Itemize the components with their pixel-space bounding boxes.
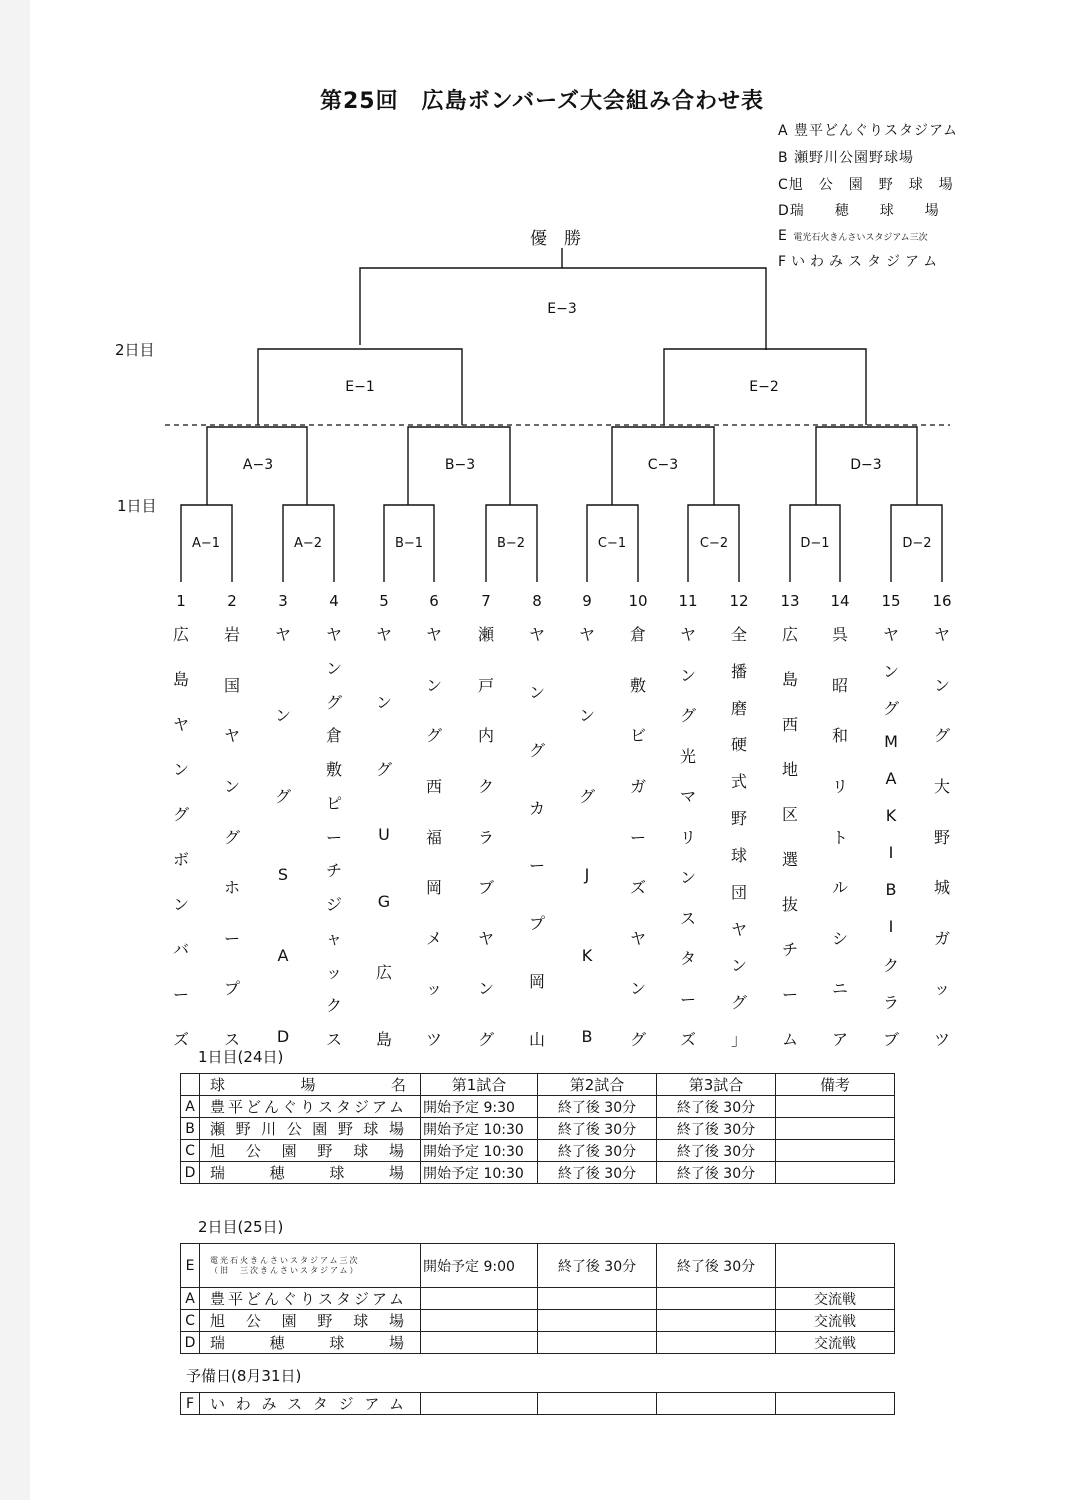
team-name: ヤ ン グ 光 マ リ ン ス タ ー ズ [679, 625, 696, 1049]
table-header-row [181, 1074, 895, 1096]
team-name: 広 島 ヤ ン グ ボ ン バ ー ズ [172, 625, 189, 1049]
match-final: E−3 [547, 301, 577, 317]
team-name: 呉 昭 和 リ ト ル シ ニ ア [831, 625, 848, 1049]
team-number: 6 [429, 592, 439, 610]
match-a2: A−2 [293, 536, 323, 551]
team-number: 11 [678, 592, 698, 610]
team-number: 9 [582, 592, 592, 610]
team-name: ヤ ン グ J K B [578, 625, 595, 1046]
table-row: B 瀬野川公園野球場 開始予定 10:30 終了後 30分 終了後 30分 [181, 1118, 895, 1140]
team-name: ヤ ン グ 倉 敷 ピ ー チ ジ ャ ッ ク ス [325, 625, 342, 1049]
table-row: A 豊平どんぐりスタジアム 開始予定 9:30 終了後 30分 終了後 30分 [181, 1096, 895, 1118]
day2-label: 2日目 [115, 341, 155, 359]
team-name: ヤ ン グ カ ー プ 岡 山 [528, 625, 545, 1049]
reserve-schedule-table [180, 1392, 895, 1415]
match-quarter-a: A−3 [242, 457, 274, 473]
table-row: D 瑞穂球場 交流戦 [181, 1332, 895, 1354]
team-number: 15 [881, 592, 901, 610]
day2-schedule-table [180, 1243, 895, 1354]
team-name: 倉 敷 ビ ガ ー ズ ヤ ン グ [629, 625, 646, 1049]
table-row: C 旭公園野球場 交流戦 [181, 1310, 895, 1332]
team-name: ヤ ン グ 西 福 岡 メ ッ ツ [425, 625, 442, 1049]
venue-e-line2: （旧 三次きんさいスタジアム） [210, 1265, 360, 1275]
header-game2: 第2試合 [538, 1074, 657, 1096]
match-b2: B−2 [496, 536, 526, 551]
team-number: 5 [379, 592, 389, 610]
team-name: ヤ ン グ U G 広 島 [375, 625, 392, 1049]
team-number: 8 [532, 592, 542, 610]
day1-label: 1日目 [117, 497, 157, 515]
team-number: 16 [932, 592, 952, 610]
day1-schedule-table [180, 1073, 895, 1184]
table-row: A 豊平どんぐりスタジアム 交流戦 [181, 1288, 895, 1310]
venue-legend-b: B 瀬野川公園野球場 [778, 150, 915, 166]
header-venue: 球 場 名 [200, 1074, 421, 1096]
day2-schedule-label: 2日目(25日) [198, 1218, 284, 1236]
match-b1: B−1 [394, 536, 424, 551]
venue-legend-a: A 豊平どんぐりスタジアム [778, 123, 959, 139]
venue-legend-e: E 電光石火きんさいスタジアム三次 [778, 228, 928, 244]
page-title: 第25回 広島ボンバーズ大会組み合わせ表 [320, 89, 764, 114]
team-name: 瀬 戸 内 ク ラ ブ ヤ ン グ [477, 625, 494, 1049]
team-number: 14 [830, 592, 850, 610]
match-semi-2: E−2 [749, 379, 779, 395]
match-semi-1: E−1 [345, 379, 375, 395]
match-c2: C−2 [699, 536, 729, 551]
table-row: D 瑞穂球場 開始予定 10:30 終了後 30分 終了後 30分 [181, 1162, 895, 1184]
match-quarter-d: D−3 [850, 457, 882, 473]
table-row: E 電光石火きんさいスタジアム三次 （旧 三次きんさいスタジアム） 開始予定 9:00 終了後 30分 終了後 30分 [181, 1244, 895, 1288]
team-name: ヤ ン グ S A D [274, 625, 291, 1046]
match-d1: D−1 [800, 536, 830, 551]
team-number: 12 [729, 592, 749, 610]
team-name: ヤ ン グ M A K I B I ク ラ ブ [882, 625, 899, 1049]
venue-e-line1: 電光石火きんさいスタジアム三次 [210, 1255, 360, 1265]
header-note: 備考 [776, 1074, 895, 1096]
match-quarter-c: C−3 [647, 457, 679, 473]
table-row: F いわみスタジアム [181, 1393, 895, 1415]
team-number: 1 [176, 592, 186, 610]
match-c1: C−1 [597, 536, 627, 551]
match-a1: A−1 [191, 536, 221, 551]
venue-legend-d: D瑞 穂 球 場 [778, 203, 940, 219]
venue-legend-c: C旭 公 園 野 球 場 [778, 177, 954, 193]
team-name: 岩 国 ヤ ン グ ホ ー プ ス [223, 625, 240, 1049]
team-name: 全 播 磨 硬 式 野 球 団 ヤ ン グ 」 [730, 625, 747, 1049]
match-d2: D−2 [902, 536, 932, 551]
table-row: C 旭公園野球場 開始予定 10:30 終了後 30分 終了後 30分 [181, 1140, 895, 1162]
reserve-day-label: 予備日(8月31日) [186, 1367, 302, 1385]
team-number: 10 [628, 592, 648, 610]
header-game3: 第3試合 [657, 1074, 776, 1096]
team-number: 4 [329, 592, 339, 610]
day1-schedule-label: 1日目(24日) [198, 1048, 284, 1066]
team-number: 13 [780, 592, 800, 610]
team-number: 7 [481, 592, 491, 610]
venue-legend-f: Fいわみスタジアム [778, 254, 943, 270]
team-number: 2 [227, 592, 237, 610]
team-number: 3 [278, 592, 288, 610]
match-quarter-b: B−3 [444, 457, 476, 473]
champion-label: 優 勝 [530, 229, 581, 249]
team-name: 広 島 西 地 区 選 抜 チ ー ム [781, 625, 798, 1049]
team-name: ヤ ン グ 大 野 城 ガ ッ ツ [933, 625, 950, 1049]
header-game1: 第1試合 [421, 1074, 538, 1096]
